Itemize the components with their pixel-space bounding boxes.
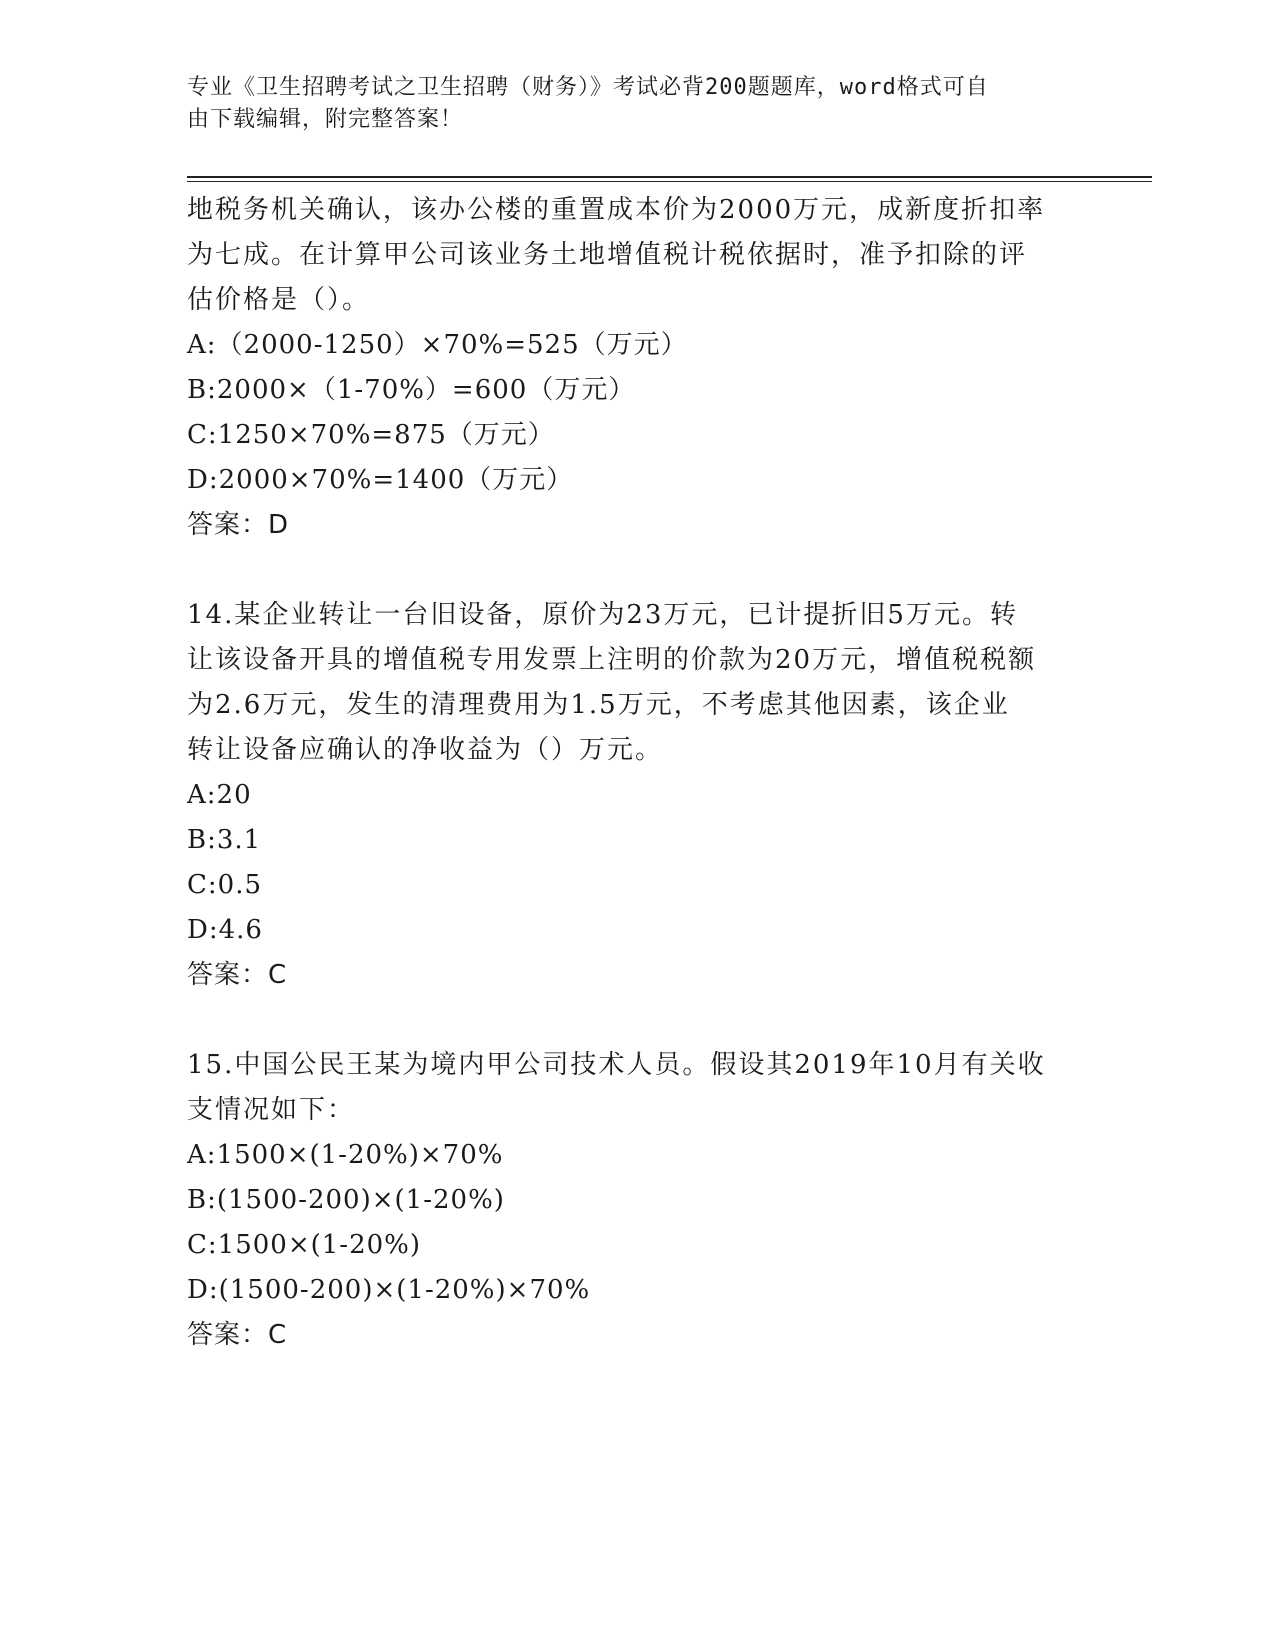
- question-13: [187, 188, 1087, 548]
- question-list: [187, 188, 1087, 1358]
- header-rule-thin: [187, 181, 1152, 182]
- answer-line: 答案：C: [187, 1320, 288, 1350]
- answer-line: 答案：D: [187, 510, 290, 540]
- question-stem-line: 为七成。在计算甲公司该业务土地增值税计税依据时，准予扣除的评: [187, 240, 1028, 270]
- question-spacer: [187, 548, 1087, 593]
- question-14: [187, 593, 1087, 998]
- option-b: B:2000×（1-70%）=600（万元）: [187, 375, 636, 405]
- question-stem-line: 估价格是（）。: [187, 285, 371, 315]
- question-stem-line: 让该设备开具的增值税专用发票上注明的价款为20万元，增值税税额: [187, 645, 1037, 675]
- option-b: B:3.1: [187, 825, 262, 855]
- question-spacer: [187, 998, 1087, 1043]
- option-a: A:（2000-1250）×70%=525（万元）: [187, 330, 688, 360]
- answer-line: 答案：C: [187, 960, 288, 990]
- question-stem-line: 为2.6万元，发生的清理费用为1.5万元，不考虑其他因素，该企业: [187, 690, 1010, 720]
- header-line-2: 由下载编辑，附完整答案！: [187, 107, 464, 132]
- question-15: [187, 1043, 1087, 1358]
- option-d: D:(1500-200)×(1-20%)×70%: [187, 1275, 591, 1305]
- header-rule-thick: [187, 176, 1152, 178]
- question-stem-line: 转让设备应确认的净收益为（）万元。: [187, 735, 664, 765]
- option-d: D:4.6: [187, 915, 263, 945]
- question-stem-line: 14.某企业转让一台旧设备，原价为23万元，已计提折旧5万元。转: [187, 600, 1018, 630]
- option-d: D:2000×70%=1400（万元）: [187, 465, 574, 495]
- question-stem-line: 支情况如下：: [187, 1095, 356, 1125]
- option-b: B:(1500-200)×(1-20%): [187, 1185, 505, 1215]
- option-a: A:1500×(1-20%)×70%: [187, 1140, 504, 1170]
- question-stem-line: 15.中国公民王某为境内甲公司技术人员。假设其2019年10月有关收: [187, 1050, 1046, 1080]
- header-line-1: 专业《卫生招聘考试之卫生招聘（财务）》考试必背200题题库，word格式可自: [187, 75, 989, 100]
- question-stem-line: 地税务机关确认，该办公楼的重置成本价为2000万元，成新度折扣率: [187, 195, 1046, 225]
- option-a: A:20: [187, 780, 252, 810]
- document-header: [187, 72, 1067, 136]
- option-c: C:0.5: [187, 870, 263, 900]
- option-c: C:1250×70%=875（万元）: [187, 420, 555, 450]
- option-c: C:1500×(1-20%): [187, 1230, 422, 1260]
